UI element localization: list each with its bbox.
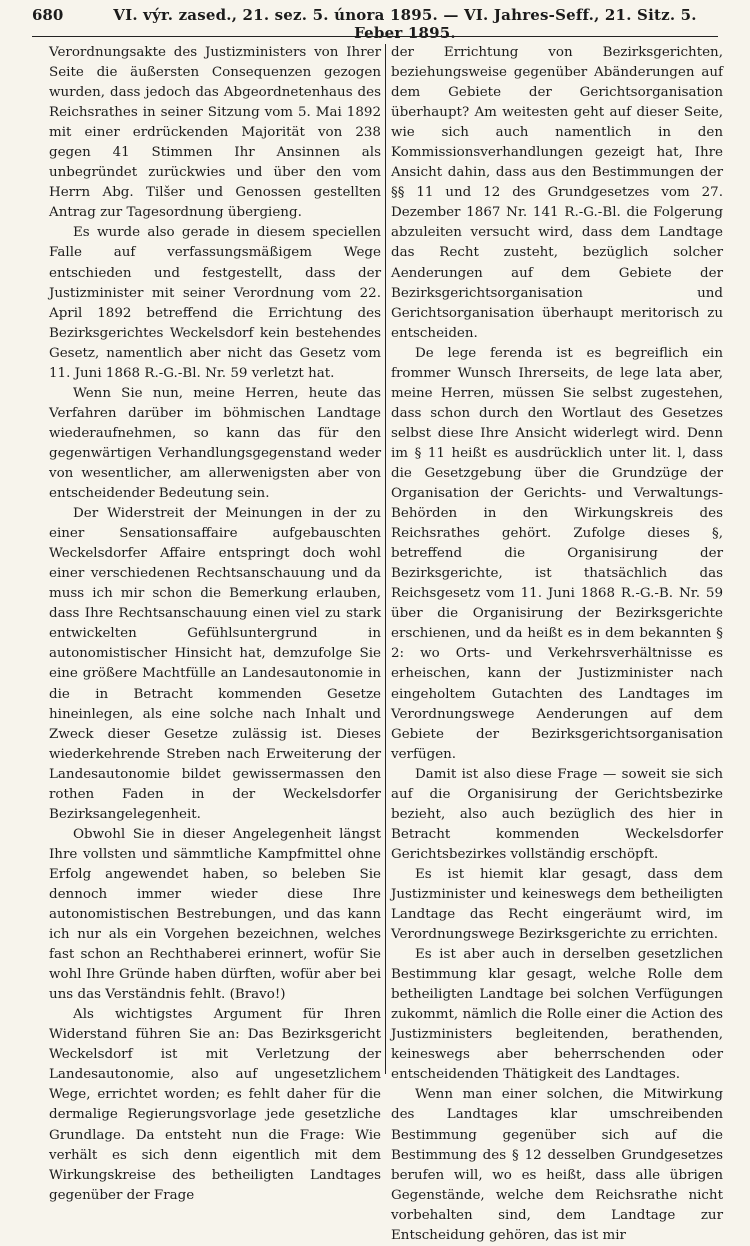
paragraph: Verordnungsakte des Justizministers von Ihrer Seite die äußersten Consequenzen gezogen wurden, dass jedoch das Abgeordnetenhaus des Reichsrathes in seiner Sitzung vom 5. Mai 1892 mit einer erdrückenden Majorität von 238 gegen 41 Stimmen Ihr Ansinnen als unbegründet zurückwies und über den vom Herrn Abg. Tilšer und Genossen gestellten Antrag zur Tagesordnung übergieng. <box>49 45 381 221</box>
paragraph: der Errichtung von Bezirksgerichten, beziehungsweise gegenüber Abänderungen auf dem Gebiete der Gerichtsorganisation überhaupt? Am weitesten geht auf dieser Seite, wie sich auch namentlich in den Kommissionsverhandlungen gezeigt hat, Ihre Ansicht dahin, dass aus den Bestimmungen der §§ 11 und 12 des Grundgesetzes vom 27. Dezember 1867 Nr. 141 R.-G.-Bl. die Folgerung abzuleiten versucht wird, dass dem Landtage das Recht zusteht, bezüglich solcher Aenderungen auf dem Gebiete der Bezirksgerichtsorganisation und Gerichtsorganisation überhaupt meritorisch zu entscheiden. <box>391 45 723 341</box>
page-number: 680 <box>32 6 64 24</box>
column-divider <box>385 44 386 1074</box>
paragraph: Als wichtigstes Argument für Ihren Widerstand führen Sie an: Das Bezirksgericht Weckelsdorf ist mit Verletzung der Landesautonomie, also auf ungesetzlichem Wege, errichtet worden; es fehlt daher für die dermalige Regierungsvorlage jede gesetzliche Grundlage. Da entsteht nun die Frage: Wie verhält es sich denn eigentlich mit dem Wirkungskreise des betheiligten Landtages gegenüber der Frage <box>49 1007 381 1203</box>
paragraph: Es ist aber auch in derselben gesetzlichen Bestimmung klar gesagt, welche Rolle dem betheiligten Landtage bei solchen Verfügungen zukommt, nämlich die Rolle einer die Action des Justizministers begleitenden, berathenden, keineswegs aber beherrschenden oder entscheidenden Thätigkeit des Landtages. <box>391 947 723 1083</box>
paragraph: Es ist hiemit klar gesagt, dass dem Justizminister und keineswegs dem betheiligten Landtage das Recht eingeräumt wird, im Verordnungswege Bezirksgerichte zu errichten. <box>391 866 723 943</box>
paragraph: Es wurde also gerade in diesem speciellen Falle auf verfassungsmäßigem Wege entschieden und festgestellt, dass der Justizminister mit seiner Verordnung vom 22. April 1892 betreffend die Errichtung des Bezirksgerichtes Weckelsdorf kein bestehendes Gesetz, namentlich aber nicht das Gesetz vom 11. Juni 1868 R.-G.-Bl. Nr. 59 verletzt hat. <box>49 225 381 381</box>
left-column <box>49 43 381 1203</box>
header-rule <box>32 36 718 37</box>
page-header <box>32 6 718 42</box>
paragraph: De lege ferenda ist es begreiflich ein frommer Wunsch Ihrerseits, de lege lata aber, meine Herren, müssen Sie selbst zugestehen, dass schon durch den Wortlaut des Gesetzes selbst diese Ihre Ansicht widerlegt wird. Denn im § 11 heißt es ausdrücklich unter lit. l, dass die Gesetzgebung über die Grundzüge der Organisation der Gerichts- und Verwaltungs-Behörden in den Wirkungskreis des Reichsrathes gehört. Zufolge dieses §, betreffend die Organisirung der Bezirksgerichte, ist thatsächlich das Reichsgesetz vom 11. Juni 1868 R.-G.-B. Nr. 59 über die Organisirung der Bezirksgerichte erschienen, und da heißt es in dem bekannten § 2: wo Orts- und Verkehrsverhältnisse es erheischen, kann der Justizminister nach eingeholtem Gutachten des Landtages im Verordnungswege Aenderungen auf dem Gebiete der Bezirksgerichtsorganisation verfügen. <box>391 345 723 762</box>
paragraph: Der Widerstreit der Meinungen in der zu einer Sensationsaffaire aufgebauschten Weckelsdorfer Affaire entspringt doch wohl einer verschiedenen Rechtsanschauung und da muss ich mir schon die Bemerkung erlauben, dass Ihre Rechtsanschauung einen viel zu stark entwickelten Gefühlsuntergrund in autonomistischer Hinsicht hat, demzufolge Sie eine größere Machtfülle an Landesautonomie in die in Betracht kommenden Gesetze hineinlegen, als eine solche nach Inhalt und Zweck dieser Gesetze zulässig ist. Dieses wiederkehrende Streben nach Erweiterung der Landesautonomie bildet gewissermassen den rothen Faden in der Weckelsdorfer Bezirksangelegenheit. <box>49 506 381 822</box>
right-column <box>391 43 723 1243</box>
paragraph: Obwohl Sie in dieser Angelegenheit längst Ihre vollsten und sämmtliche Kampfmittel ohne Erfolg angewendet haben, so beleben Sie dennoch immer wieder diese Ihre autonomistischen Bestrebungen, und das kann ich nur als ein Vorgehen bezeichnen, welches fast schon an Rechthaberei erinnert, wofür Sie wohl Ihre Gründe haben dürften, wofür aber bei uns das Verständnis fehlt. (Bravo!) <box>49 826 381 1003</box>
paragraph: Damit ist also diese Frage — soweit sie sich auf die Organisirung der Gerichtsbezirke bezieht, also auch bezüglich des hier in Betracht kommenden Weckelsdorfer Gerichtsbezirkes vollständig erschöpft. <box>391 766 723 862</box>
paragraph: Wenn man einer solchen, die Mitwirkung des Landtages klar umschreibenden Bestimmung gegenüber sich auf die Bestimmung des § 12 desselben Grundgesetzes berufen will, wo es heißt, dass alle übrigen Gegenstände, welche dem Reichsrathe nicht vorbehalten sind, dem Landtage zur Entscheidung gehören, das ist mir <box>391 1087 723 1243</box>
paragraph: Wenn Sie nun, meine Herren, heute das Verfahren darüber im böhmischen Landtage wiederaufnehmen, so kann das für den gegenwärtigen Verhandlungsgegenstand weder von wesentlicher, am allerwenigsten aber von entscheidender Bedeutung sein. <box>49 385 381 502</box>
running-title: VI. výr. zased., 21. sez. 5. února 1895. — VI. Jahres-Seff., 21. Sitz. 5. Feber 1895. <box>113 6 697 42</box>
